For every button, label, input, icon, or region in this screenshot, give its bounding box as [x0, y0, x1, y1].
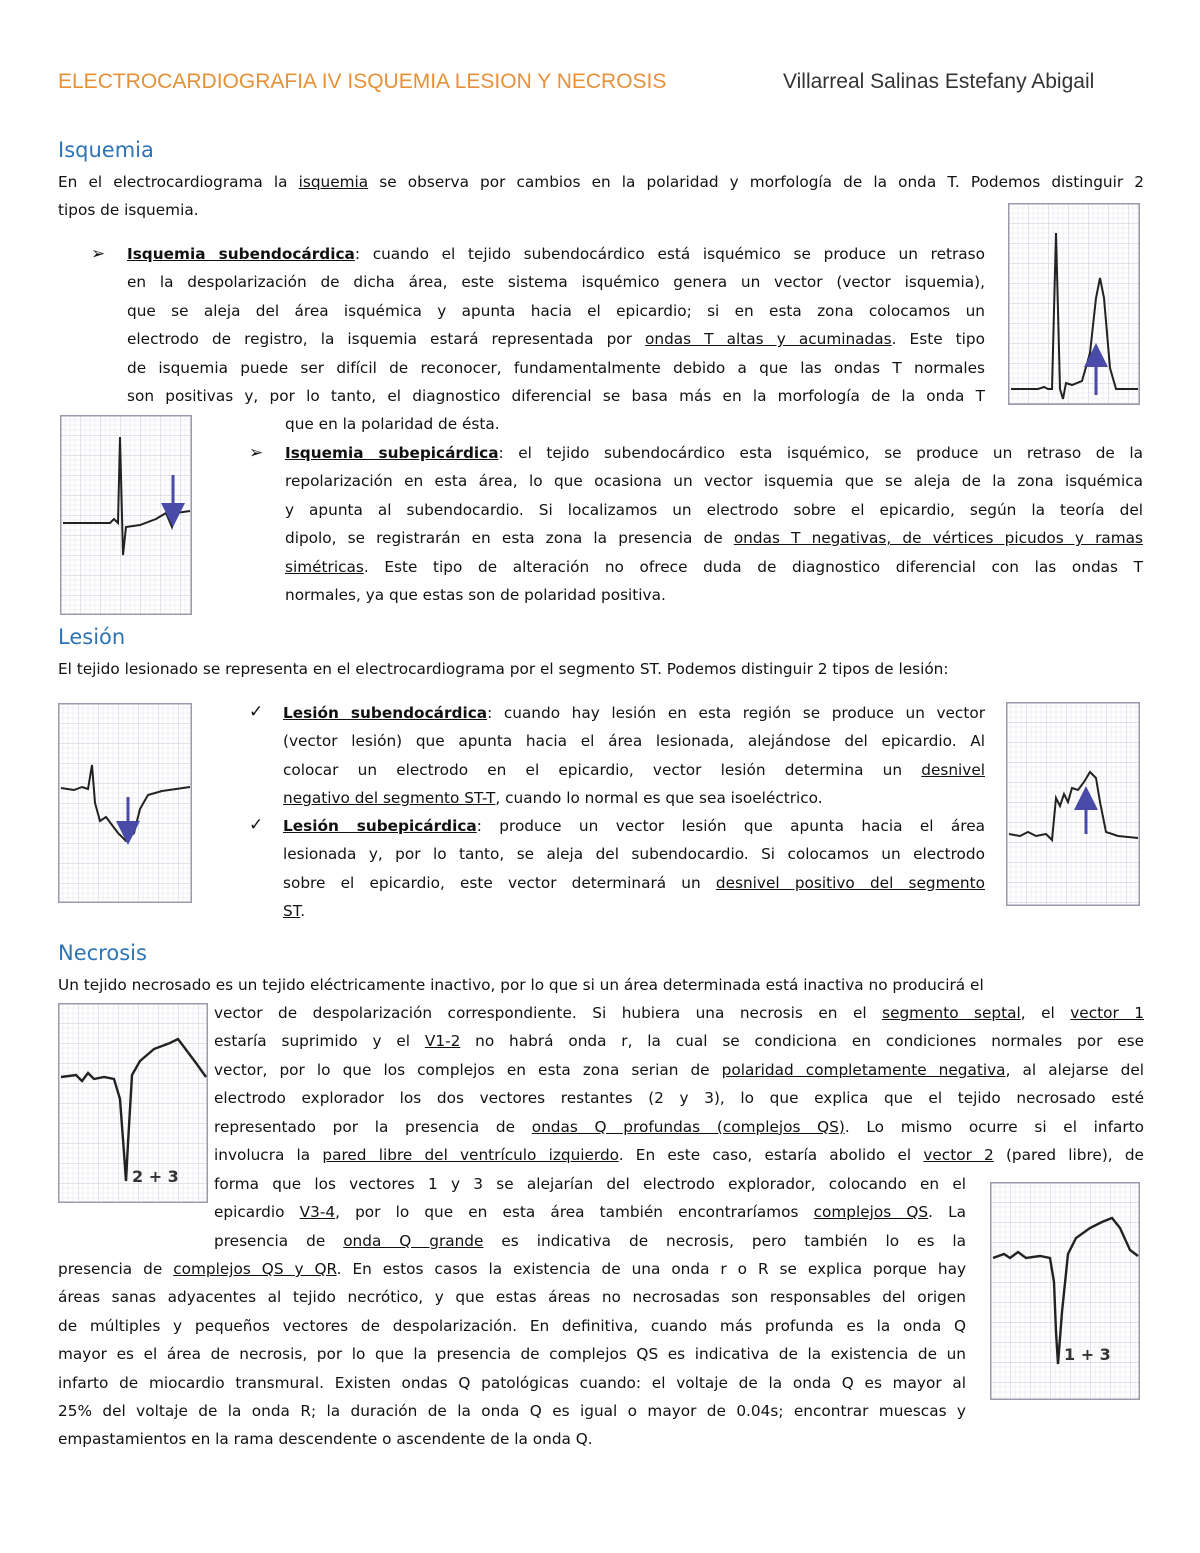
document-author: Villarreal Salinas Estefany Abigail [783, 70, 1095, 93]
isquemia-subendocardica-last-line: que en la polaridad de ésta. [285, 415, 500, 433]
lesion-subepicardica-item: Lesión subepicárdica: produce un vector lesión que apunta hacia el área lesionada y, por lo tanto, se aleja del subendocardio. Si colocamos un electrodo sobre el epicardio, este vector determinará un desnivel positivo del segmento ST. [283, 817, 985, 921]
isquemia-intro: En el electrocardiograma la isquemia se observa por cambios en la polaridad y morfología de la onda T. Podemos distinguir 2 tipos de isquemia. [58, 173, 1144, 220]
section-heading-necrosis: Necrosis [58, 941, 147, 965]
lesion-subendocardica-item: Lesión subendocárdica: cuando hay lesión en esta región se produce un vector (vector lesión) que apunta hacia el área lesionada, alejándose del epicardio. Al colocar un electrodo en el epicardio, vector lesión determina un desnivel negativo del segmento ST-T, cuando lo normal es que sea isoeléctrico. [283, 704, 985, 808]
ecg-figure-peaked-t-wave [1008, 203, 1140, 405]
necrosis-line-1: Un tejido necrosado es un tejido eléctricamente inactivo, por lo que si un área determinada está inactiva no producirá el [58, 976, 984, 994]
checkmark-icon: ✓ [249, 815, 264, 835]
ecg-figure-st-depression [58, 703, 192, 903]
isquemia-subepicardica-item: Isquemia subepicárdica: el tejido subendocárdico esta isquémico, se produce un retraso de la repolarización en esta área, lo que ocasiona un vector isquemia que se aleja de la zona isquémica y apunta al subendocardio. Si localizamos un electrodo sobre el epicardio, según la teoría del dipolo, se registrarán en esta zona la presencia de ondas T negativas, de vértices picudos y ramas simétricas. Este tipo de alteración no ofrece duda de diagnostico diferencial con las ondas T normales, ya que estas son de polaridad positiva. [285, 444, 1143, 605]
ecg-figure-st-elevation [1006, 702, 1140, 906]
bullet-arrow-icon: ➢ [91, 244, 106, 264]
checkmark-icon: ✓ [249, 702, 264, 722]
necrosis-paragraph-wrap-3: presencia de complejos QS y QR. En estos casos la existencia de una onda r o R se explica porque hay áreas sanas adyacentes al tejido necrótico, y que estas áreas no necrosadas son responsables del origen de múltiples y pequeños vectores de despolarización. En definitiva, cuando más profunda es la onda Q mayor es el área de necrosis, por lo que la presencia de complejos QS es indicativa de la existencia de un infarto de miocardio transmural. Existen ondas Q patológicas cuando: el voltaje de la onda Q es mayor al 25% del voltaje de la onda R; la duración de la onda Q es igual o mayor de 0.04s; encontrar muescas y empastamientos en la rama descendente o ascendente de la onda Q. [58, 1260, 966, 1449]
vector-label: 2 + 3 [132, 1167, 179, 1186]
document-title: ELECTROCARDIOGRAFIA IV ISQUEMIA LESION Y NECROSIS [58, 70, 667, 93]
necrosis-paragraph-wrap-2: forma que los vectores 1 y 3 se alejarían del electrodo explorador, colocando en el epicardio V3-4, por lo que en esta área también encontraríamos complejos QS. La presencia de onda Q grande es indicativa de necrosis, pero también lo es la [214, 1175, 967, 1250]
section-heading-isquemia: Isquemia [58, 138, 154, 162]
necrosis-paragraph-wrap-1: vector de despolarización correspondiente. Si hubiera una necrosis en el segmento septal, el vector 1 estaría suprimido y el V1-2 no habrá onda r, la cual se condiciona en condiciones normales por ese vector, por lo que los complejos en esta zona serian de polaridad completamente negativa, al alejarse del electrodo explorador los dos vectores restantes (2 y 3), lo que explica que el tejido necrosado esté representado por la presencia de ondas Q profundas (complejos QS). Lo mismo ocurre si el infarto involucra la pared libre del ventrículo izquierdo. En este caso, estaría abolido el vector 2 (pared libre), de [214, 1004, 1145, 1165]
lesion-intro: El tejido lesionado se representa en el electrocardiograma por el segmento ST. Podemos distinguir 2 tipos de lesión: [58, 660, 949, 678]
bullet-arrow-icon: ➢ [249, 443, 264, 463]
ecg-figure-qs-complex-1-3 [990, 1182, 1140, 1400]
vector-label: 1 + 3 [1064, 1345, 1111, 1364]
ecg-figure-qs-complex-2-3 [58, 1003, 208, 1203]
section-heading-lesion: Lesión [58, 625, 126, 649]
ecg-figure-inverted-t-wave [60, 415, 192, 615]
isquemia-subendocardica-item: Isquemia subendocárdica: cuando el tejido subendocárdico está isquémico se produce un retraso en la despolarización de dicha área, este sistema isquémico genera un vector (vector isquemia), que se aleja del área isquémica y apunta hacia el epicardio; si en esta zona colocamos un electrodo de registro, la isquemia estará representada por ondas T altas y acuminadas. Este tipo de isquemia puede ser difícil de reconocer, fundamentalmente debido a que las ondas T normales son positivas y, por lo tanto, el diagnostico diferencial se basa más en la morfología de la onda T [127, 245, 985, 406]
